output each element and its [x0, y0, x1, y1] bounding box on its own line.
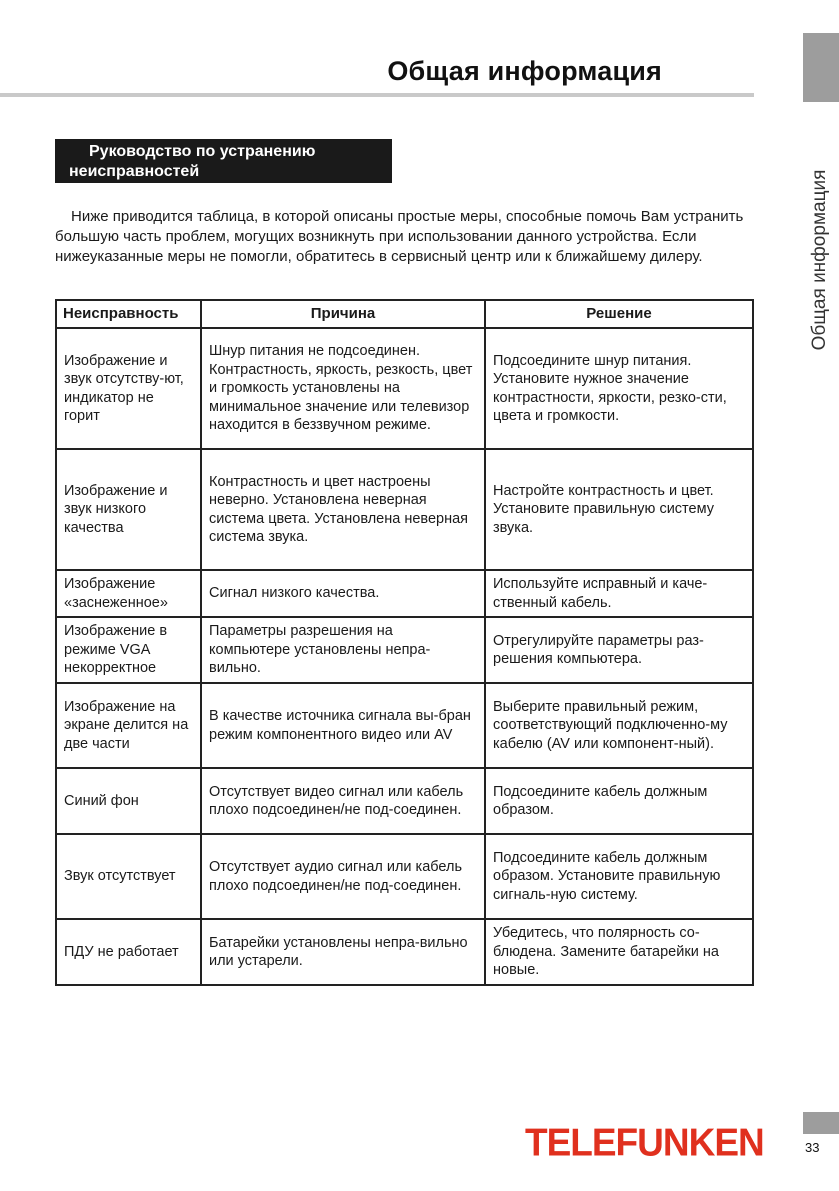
table-row — [56, 768, 753, 834]
cause-cell: Отсутствует аудио сигнал или кабель плохо подсоединен/не под-соединен. — [201, 834, 485, 919]
problem-cell: Звук отсутствует — [56, 834, 201, 919]
page-title: Общая информация — [387, 56, 662, 86]
table-row — [56, 449, 753, 570]
solution-cell: Используйте исправный и каче-ственный кабель. — [485, 570, 753, 617]
solution-cell: Убедитесь, что полярность со-блюдена. Замените батарейки на новые. — [485, 919, 753, 985]
cause-cell: Батарейки установлены непра-вильно или устарели. — [201, 919, 485, 985]
side-section-label: Общая информация — [809, 169, 830, 351]
page-number: 33 — [805, 1140, 820, 1155]
problem-cell: Изображение и звук низкого качества — [56, 449, 201, 570]
section-heading-line2: неисправностей — [69, 163, 200, 180]
solution-cell: Подсоедините кабель должным образом. — [485, 768, 753, 834]
table-row — [56, 328, 753, 449]
problem-cell: ПДУ не работает — [56, 919, 201, 985]
problem-cell: Изображение на экране делится на две части — [56, 683, 201, 768]
section-heading-line1: Руководство по устранению — [89, 143, 316, 160]
cause-cell: Сигнал низкого качества. — [201, 570, 485, 617]
header-divider — [0, 93, 754, 97]
table-row — [56, 683, 753, 768]
table-row — [56, 617, 753, 683]
troubleshooting-table — [55, 299, 754, 986]
cause-cell: В качестве источника сигнала вы-бран режим компонентного видео или AV — [201, 683, 485, 768]
column-header-problem: Неисправность — [56, 300, 201, 328]
column-header-solution: Решение — [485, 300, 753, 328]
problem-cell: Изображение «заснеженное» — [56, 570, 201, 617]
brand-logo: TELEFUNKEN — [525, 1121, 764, 1165]
solution-cell: Подсоедините кабель должным образом. Установите правильную сигналь-ную систему. — [485, 834, 753, 919]
side-tab-marker — [803, 33, 839, 102]
page-number-marker — [803, 1112, 839, 1134]
column-header-cause: Причина — [201, 300, 485, 328]
problem-cell: Изображение в режиме VGA некорректное — [56, 617, 201, 683]
table-row — [56, 834, 753, 919]
solution-cell: Отрегулируйте параметры раз-решения компьютера. — [485, 617, 753, 683]
problem-cell: Изображение и звук отсутству-ют, индикатор не горит — [56, 328, 201, 449]
cause-cell: Контрастность и цвет настроены неверно. Установлена неверная система цвета. Установлена неверная система звука. — [201, 449, 485, 570]
intro-paragraph: Ниже приводится таблица, в которой описаны простые меры, способные помочь Вам устранить большую часть проблем, могущих возникнуть при использовании данного устройства. Если нижеуказанные меры не помогли, обратитесь в сервисный центр или к ближайшему дилеру. — [55, 208, 744, 265]
cause-cell: Шнур питания не подсоединен. Контрастность, яркость, резкость, цвет и громкость установлены на минимальное значение или телевизор находится в беззвучном режиме. — [201, 328, 485, 449]
table-row — [56, 570, 753, 617]
problem-cell: Синий фон — [56, 768, 201, 834]
cause-cell: Параметры разрешения на компьютере установлены непра-вильно. — [201, 617, 485, 683]
cause-cell: Отсутствует видео сигнал или кабель плохо подсоединен/не под-соединен. — [201, 768, 485, 834]
solution-cell: Настройте контрастность и цвет. Установите правильную систему звука. — [485, 449, 753, 570]
table-row — [56, 919, 753, 985]
solution-cell: Выберите правильный режим, соответствующий подключенно-му кабелю (AV или компонент-ный). — [485, 683, 753, 768]
table-header-row — [56, 300, 753, 328]
section-heading — [55, 139, 392, 183]
solution-cell: Подсоедините шнур питания. Установите нужное значение контрастности, яркости, резко-сти, цвета и громкости. — [485, 328, 753, 449]
